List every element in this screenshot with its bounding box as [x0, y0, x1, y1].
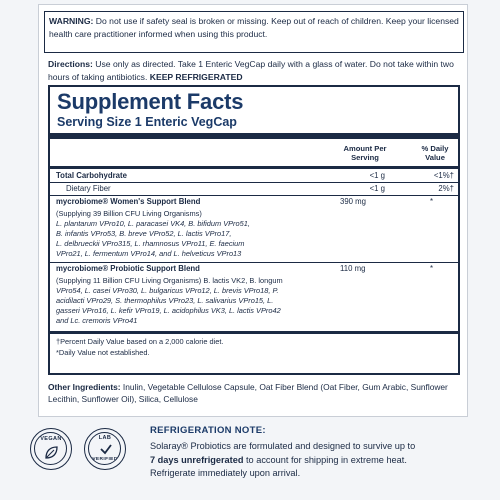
facts-title: Supplement Facts	[57, 89, 244, 114]
dv-header-line1: % Daily	[421, 144, 449, 153]
amount-header	[330, 144, 400, 162]
other-ingredients-label: Other Ingredients:	[48, 382, 121, 392]
blend-description-womens	[56, 209, 316, 259]
other-ingredients-text: Inulin, Vegetable Cellulose Capsule, Oat Fiber Blend (Oat Fiber, Gum Arabic, Sunflower Lecithin, Sunflower Oil), Silica, Cellulose	[48, 382, 448, 404]
amount-header-line1: Amount Per	[343, 144, 387, 153]
blend-line: VPro21, L. fermentum VPro14, and L. helveticus VPro13	[56, 249, 242, 258]
blend-dv: *	[430, 264, 434, 273]
directions-body: Use only as directed. Take 1 Enteric VegCap daily with a glass of water. Do not take within two hours of taking antibiotics.	[48, 59, 454, 82]
warning-box	[44, 11, 464, 53]
blend-amount: 390 mg	[340, 197, 367, 206]
row-dv: 2%†	[438, 184, 454, 193]
refrigeration-line3: Refrigerate immediately upon arrival.	[150, 468, 301, 478]
warning-label: WARNING:	[49, 16, 94, 26]
dv-header	[410, 144, 460, 162]
header-divider	[50, 166, 458, 169]
warning-text: Do not use if safety seal is broken or missing. Keep out of reach of children. Keep your licensed health care practitioner informed when using this product.	[49, 16, 459, 39]
refrigeration-note	[150, 440, 460, 481]
lab-verified-badge	[84, 428, 126, 470]
refrigeration-title: REFRIGERATION NOTE:	[150, 425, 266, 436]
row-name: Total Carbohydrate	[56, 171, 127, 180]
blend-line: (Supplying 11 Billion CFU Living Organisms) B. lactis VK2, B. longum	[56, 276, 283, 285]
blend-line: L. plantarum VPro10, L. paracasei VK4, B. bifidum VPro51,	[56, 219, 250, 228]
row-divider	[50, 182, 458, 183]
blend-line: (Supplying 39 Billion CFU Living Organisms)	[56, 209, 202, 218]
keep-refrigerated: KEEP REFRIGERATED	[149, 71, 243, 82]
other-ingredients	[48, 381, 463, 405]
blend-dv: *	[430, 197, 434, 206]
supplement-facts-box	[48, 85, 460, 375]
verified-label: VERIFIED	[92, 457, 118, 462]
serving-size: Serving Size 1 Enteric VegCap	[57, 115, 237, 129]
blend-line: B. infantis VPro53, B. breve VPro52, L. lactis VPro17,	[56, 229, 232, 238]
refrigeration-line1: Solaray® Probiotics are formulated and designed to survive up to	[150, 441, 416, 451]
amount-header-line2: Serving	[351, 153, 379, 162]
footnote-not-established: *Daily Value not established.	[56, 348, 150, 357]
row-divider	[50, 262, 458, 263]
blend-description-probiotic	[56, 276, 356, 326]
leaf-icon	[44, 445, 59, 460]
refrigeration-line2	[150, 454, 460, 468]
blend-line: acidilacti VPro29, S. thermophilus VPro23, L. salivarius VPro15, L.	[56, 296, 274, 305]
blend-line: VPro54, L. casei VPro30, L. bulgaricus VPro12, L. brevis VPro18, P.	[56, 286, 279, 295]
row-divider	[50, 195, 458, 196]
footnote-dv: †Percent Daily Value based on a 2,000 calorie diet.	[56, 337, 224, 346]
row-amount: <1 g	[369, 184, 385, 193]
refrigeration-line2-rest: to account for shipping in extreme heat.	[243, 454, 407, 465]
row-amount: <1 g	[369, 171, 385, 180]
blend-line: L. delbrueckii VPro315, L. rhamnosus VPro11, E. faecium	[56, 239, 245, 248]
directions-text	[48, 58, 463, 83]
blend-name: mycrobiome® Probiotic Support Blend	[56, 264, 200, 273]
directions-label: Directions:	[48, 59, 93, 69]
blend-amount: 110 mg	[340, 264, 366, 273]
blend-line: gasseri VPro16, L. kefir VPro19, L. acidophilus VK3, L. lactis VPro42	[56, 306, 281, 315]
blend-line: and Lc. cremoris VPro41	[56, 316, 138, 325]
lab-label: LAB	[98, 435, 112, 441]
checkmark-icon	[99, 442, 113, 456]
seven-days-unrefrigerated: 7 days unrefrigerated	[150, 454, 244, 465]
vegan-badge	[30, 428, 72, 470]
thick-divider	[50, 133, 458, 139]
row-dv: <1%†	[433, 171, 454, 180]
label-panel	[38, 4, 468, 417]
row-name: Dietary Fiber	[66, 184, 111, 193]
dv-header-line2: Value	[425, 153, 445, 162]
bottom-divider	[50, 331, 458, 334]
blend-name: mycrobiome® Women's Support Blend	[56, 197, 201, 206]
vegan-label: VEGAN	[40, 436, 62, 442]
